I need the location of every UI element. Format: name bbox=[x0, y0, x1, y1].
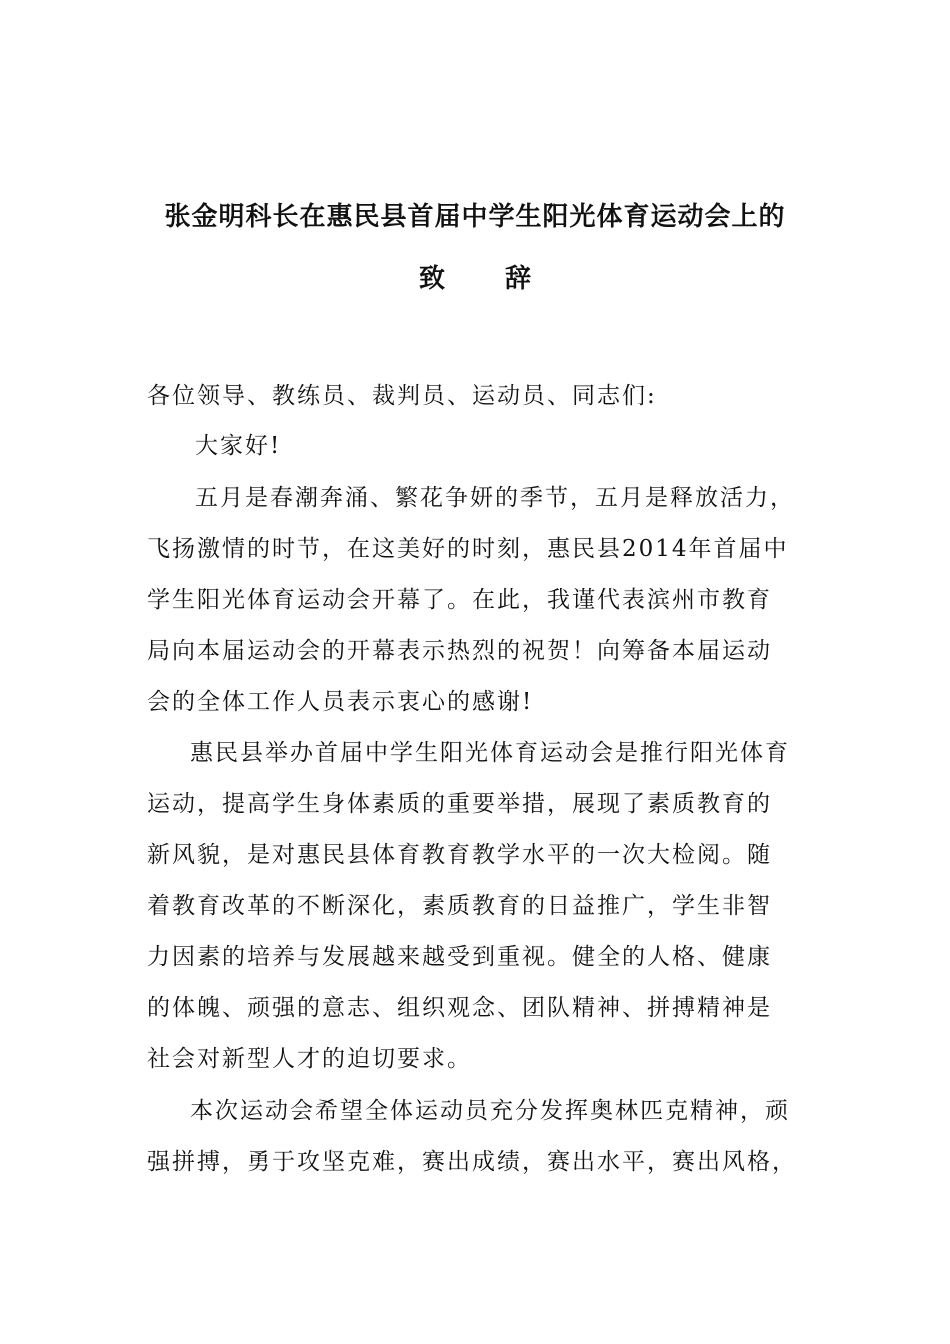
paragraph1-line3: 学生阳光体育运动会开幕了。在此，我谨代表滨州市教育 bbox=[147, 587, 772, 613]
paragraph2-line5: 力因素的培养与发展越来越受到重视。健全的人格、健康 bbox=[147, 944, 772, 970]
paragraph2-line4: 着教育改革的不断深化，素质教育的日益推广，学生非智 bbox=[147, 893, 772, 919]
paragraph2-line3: 新风貌，是对惠民县体育教育教学水平的一次大检阅。随 bbox=[147, 842, 772, 868]
paragraph2-line6: 的体魄、顽强的意志、组织观念、团队精神、拼搏精神是 bbox=[147, 995, 772, 1021]
greeting-line: 大家好! bbox=[195, 433, 282, 459]
paragraph2-line7: 社会对新型人才的迫切要求。 bbox=[147, 1046, 472, 1072]
paragraph1-line2: 飞扬激情的时节，在这美好的时刻，惠民县2014年首届中 bbox=[147, 536, 789, 562]
paragraph3-line2: 强拼搏，勇于攻坚克难，赛出成绩，赛出水平，赛出风格， bbox=[147, 1149, 797, 1175]
document-title-line2: 致辞 bbox=[418, 264, 591, 294]
paragraph2-line1: 惠民县举办首届中学生阳光体育运动会是推行阳光体育 bbox=[190, 740, 790, 766]
paragraph1-line4: 局向本届运动会的开幕表示热烈的祝贺！向筹备本届运动 bbox=[147, 638, 772, 664]
paragraph3-line1: 本次运动会希望全体运动员充分发挥奥林匹克精神，顽 bbox=[190, 1098, 790, 1124]
paragraph1-line1: 五月是春潮奔涌、繁花争妍的季节，五月是释放活力， bbox=[195, 485, 795, 511]
paragraph1-line5: 会的全体工作人员表示衷心的感谢! bbox=[147, 689, 534, 715]
salutation-line: 各位领导、教练员、裁判员、运动员、同志们: bbox=[147, 383, 657, 409]
document-title-line1: 张金明科长在惠民县首届中学生阳光体育运动会上的 bbox=[164, 202, 786, 232]
paragraph2-line2: 运动，提高学生身体素质的重要举措，展现了素质教育的 bbox=[147, 791, 772, 817]
